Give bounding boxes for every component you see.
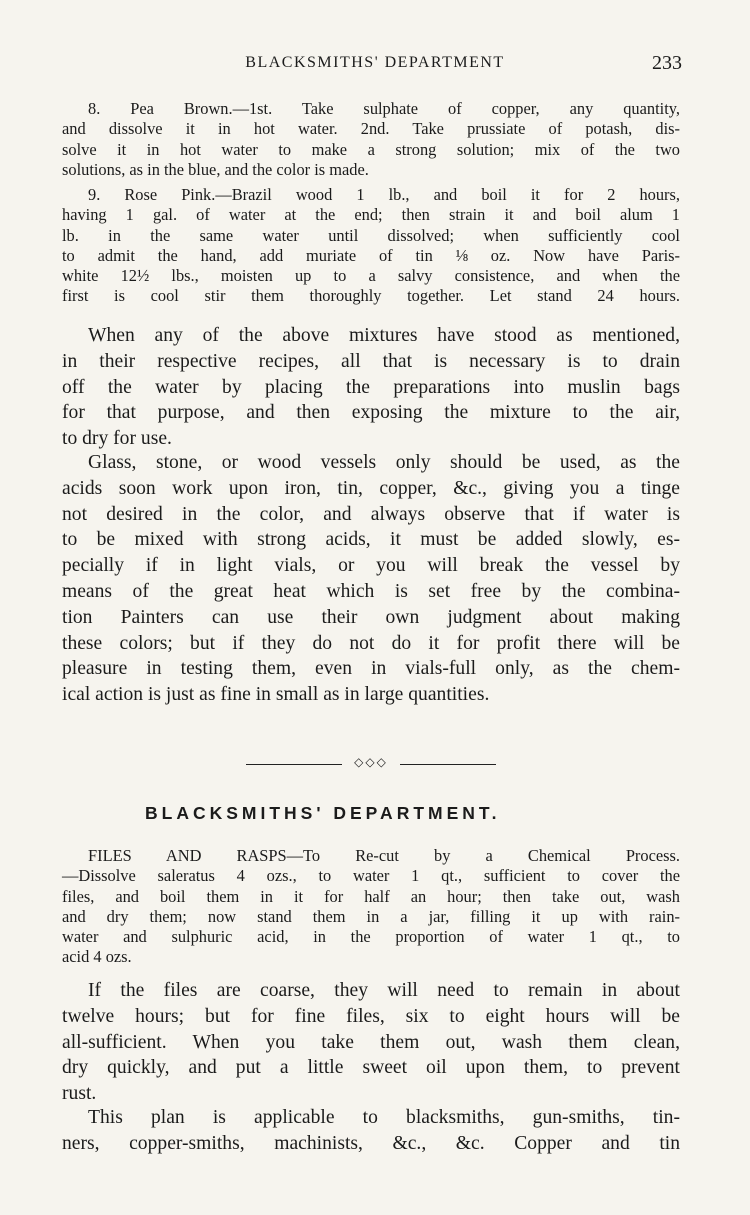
text-line: acid 4 ozs. — [62, 947, 132, 967]
text-line: ical action is just as fine in small as in large quantities. — [62, 684, 490, 706]
paragraph-coarse-files — [62, 978, 680, 1107]
text-line: 9. Rose Pink.—Brazil wood 1 lb., and boil it for 2 hours, — [88, 185, 680, 204]
text-line: to dry for use. — [62, 428, 172, 450]
text-line: ners, copper-smiths, machinists, &c., &c. Copper and tin — [62, 1132, 680, 1154]
text-line: in their respective recipes, all that is necessary is to drain — [62, 350, 680, 372]
section-heading: BLACKSMITHS' DEPARTMENT. — [145, 803, 501, 823]
text-line: When any of the above mixtures have stood as mentioned, — [88, 325, 680, 346]
divider-rule-right — [400, 764, 496, 765]
text-line: water and sulphuric acid, in the proportion of water 1 qt., to — [62, 927, 680, 947]
text-line: for that purpose, and then exposing the mixture to the air, — [62, 402, 680, 424]
item-rose-pink — [62, 185, 680, 307]
item-pea-brown — [62, 99, 680, 180]
text-line: dry quickly, and put a little sweet oil upon them, to prevent — [62, 1057, 680, 1079]
text-line: twelve hours; but for fine files, six to eight hours will be — [62, 1005, 680, 1027]
paragraph-vessels — [62, 450, 680, 708]
text-line: rust. — [62, 1083, 97, 1105]
text-line: to admit the hand, add muriate of tin ⅛ oz. Now have Paris- — [62, 245, 680, 265]
paragraph-applicable — [62, 1105, 680, 1157]
text-line: all-sufficient. When you take them out, wash them clean, — [62, 1031, 680, 1053]
text-line: solve it in hot water to make a strong solution; mix of the two — [62, 139, 680, 159]
text-line: and dry them; now stand them in a jar, filling it up with rain- — [62, 906, 680, 926]
text-line: —Dissolve saleratus 4 ozs., to water 1 qt., sufficient to cover the — [62, 866, 680, 886]
ornamental-divider — [246, 755, 496, 772]
text-line: 8. Pea Brown.—1st. Take sulphate of copper, any quantity, — [88, 99, 680, 118]
text-line: not desired in the color, and always observe that if water is — [62, 503, 680, 525]
text-line: solutions, as in the blue, and the color is made. — [62, 159, 369, 179]
text-line: white 12½ lbs., moisten up to a salvy consistence, and when the — [62, 266, 680, 286]
text-line: pleasure in testing them, even in vials-full only, as the chem- — [62, 658, 680, 680]
paragraph-mixtures — [62, 323, 680, 452]
divider-rule-left — [246, 764, 342, 765]
running-head — [60, 52, 690, 76]
text-line: pecially if in light vials, or you will break the vessel by — [62, 555, 680, 577]
divider-ornament: ◇◇◇ — [354, 755, 388, 769]
text-line: tion Painters can use their own judgment about making — [62, 606, 680, 628]
page-number: 233 — [652, 52, 682, 74]
item-files-and-rasps — [62, 846, 680, 968]
text-line: and dissolve it in hot water. 2nd. Take prussiate of potash, dis- — [62, 119, 680, 139]
text-line: these colors; but if they do not do it for profit there will be — [62, 632, 680, 654]
text-line: Glass, stone, or wood vessels only should be used, as the — [88, 452, 680, 473]
text-line: files, and boil them in it for half an hour; then take out, wash — [62, 886, 680, 906]
running-title: BLACKSMITHS' DEPARTMENT — [245, 54, 505, 71]
text-line: first is cool stir them thoroughly together. Let stand 24 hours. — [62, 286, 680, 306]
text-line: If the files are coarse, they will need to remain in about — [88, 980, 680, 1001]
text-line: off the water by placing the preparations into muslin bags — [62, 376, 680, 398]
text-line: lb. in the same water until dissolved; when sufficiently cool — [62, 225, 680, 245]
text-line: FILES AND RASPS—To Re-cut by a Chemical Process. — [88, 846, 680, 865]
text-line: to be mixed with strong acids, it must be added slowly, es- — [62, 529, 680, 551]
text-line: This plan is applicable to blacksmiths, gun-smiths, tin- — [88, 1107, 680, 1128]
text-line: acids soon work upon iron, tin, copper, &c., giving you a tinge — [62, 477, 680, 499]
text-line: having 1 gal. of water at the end; then strain it and boil alum 1 — [62, 205, 680, 225]
text-line: means of the great heat which is set free by the combina- — [62, 580, 680, 602]
